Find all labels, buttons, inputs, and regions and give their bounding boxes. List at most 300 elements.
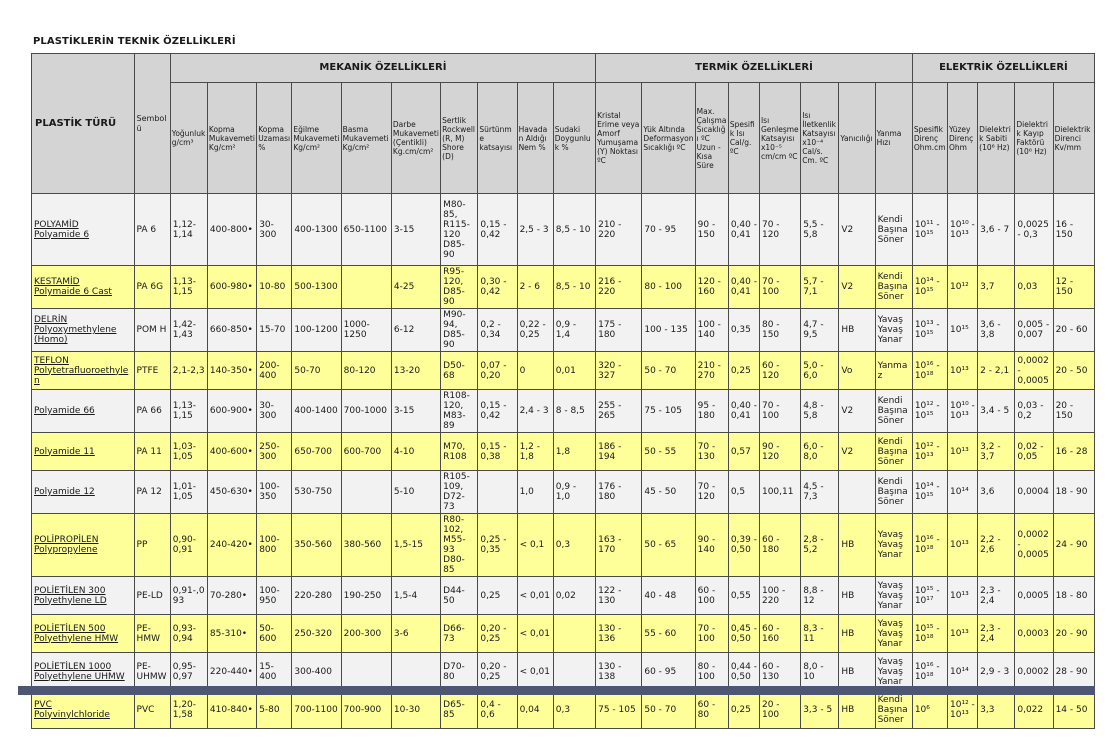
header-elongation: Kopma Uzaması % xyxy=(257,83,292,194)
cell-burning-rate: Yavaş Yavaş Yanar xyxy=(875,577,912,615)
cell-dissipation: 0,03 xyxy=(1015,266,1053,309)
table-row xyxy=(32,691,1095,729)
table-row xyxy=(32,653,1095,691)
cell-compressive: 1000-1250 xyxy=(341,309,391,352)
cell-thermal-conductivity: 6,0 - 8,0 xyxy=(801,433,839,471)
table-row xyxy=(32,309,1095,352)
cell-symbol: POM H xyxy=(134,309,170,352)
cell-flexural: 220-280 xyxy=(292,577,341,615)
cell-specific-heat: 0,35 xyxy=(728,309,759,352)
plastic-trade-name-link[interactable]: PVC xyxy=(34,699,52,710)
cell-surface-resistance: 10¹³ xyxy=(948,514,978,577)
cell-flammability: HB xyxy=(839,309,875,352)
cell-tensile: 600-980• xyxy=(207,266,256,309)
header-air-moisture: Havadan Aldığı Nem % xyxy=(517,83,553,194)
header-specific-heat: Spesifik Isı Cal/g. ºC xyxy=(728,83,759,194)
cell-elongation: 100-950 xyxy=(257,577,292,615)
plastic-name-link[interactable]: Polymaide 6 Cast xyxy=(34,287,112,297)
cell-resistivity: 10¹⁵ - 10¹⁸ xyxy=(912,615,947,653)
plastic-name-cell[interactable] xyxy=(32,194,135,266)
cell-friction: 0,07 - 0,20 xyxy=(478,352,517,390)
cell-density: 1,01-1,05 xyxy=(170,471,207,514)
cell-flexural: 650-700 xyxy=(292,433,341,471)
cell-friction: 0,2 - 0,34 xyxy=(478,309,517,352)
cell-tensile: 220-440• xyxy=(207,653,256,691)
cell-max-temp: 100 - 140 xyxy=(695,309,728,352)
cell-tensile: 70-280• xyxy=(207,577,256,615)
cell-compressive: 650-1100 xyxy=(341,194,391,266)
cell-thermal-expansion: 90 - 120 xyxy=(759,433,800,471)
header-dielectric-strength: Dielektrik Direnci Kv/mm xyxy=(1053,83,1094,194)
cell-density: 0,95-0,97 xyxy=(170,653,207,691)
cell-flexural: 500-1300 xyxy=(292,266,341,309)
cell-burning-rate: Kendi Başına Söner xyxy=(875,194,912,266)
cell-softening: 320 - 327 xyxy=(596,352,642,390)
table-row xyxy=(32,390,1095,433)
cell-specific-heat: 0,55 xyxy=(728,577,759,615)
plastic-name-link[interactable]: Polyamide 6 xyxy=(34,229,90,240)
cell-water-saturation: 8,5 - 10 xyxy=(553,266,595,309)
cell-elongation: 30-300 xyxy=(257,390,292,433)
cell-compressive: 700-900 xyxy=(341,691,391,729)
cell-water-saturation xyxy=(553,615,595,653)
cell-symbol: PA 11 xyxy=(134,433,170,471)
cell-burning-rate: Yavaş Yavaş Yanar xyxy=(875,653,912,691)
cell-density: 2,1-2,3 xyxy=(170,352,207,390)
cell-elongation: 15-400 xyxy=(257,653,292,691)
cell-max-temp: 90 - 140 xyxy=(695,514,728,577)
plastic-trade-name-link[interactable]: POLİPROPİLEN xyxy=(34,535,99,545)
plastic-name-link[interactable]: Polyamide 66 xyxy=(34,406,95,416)
table-row xyxy=(32,194,1095,266)
cell-max-temp: 60 - 100 xyxy=(695,577,728,615)
plastic-name-cell[interactable] xyxy=(32,309,135,352)
properties-table xyxy=(31,53,1095,729)
cell-hardness: R105-109, D72-73 xyxy=(441,471,478,514)
cell-softening: 255 - 265 xyxy=(596,390,642,433)
cell-max-temp: 60 - 80 xyxy=(695,691,728,729)
group-thermal: TERMİK ÖZELLİKLERİ xyxy=(596,54,913,83)
cell-impact: 6-12 xyxy=(391,309,440,352)
cell-specific-heat: 0,39 - 0,50 xyxy=(728,514,759,577)
cell-resistivity: 10¹⁴ - 10¹⁵ xyxy=(912,266,947,309)
plastic-trade-name-link[interactable]: POLİETİLEN 300 xyxy=(34,585,106,596)
cell-hdt: 70 - 95 xyxy=(642,194,695,266)
cell-dissipation: 0,0004 xyxy=(1015,471,1053,514)
cell-dielectric-strength: 20 - 50 xyxy=(1053,352,1094,390)
cell-tensile: 660-850• xyxy=(207,309,256,352)
cell-burning-rate: Yavaş Yavaş Yanar xyxy=(875,615,912,653)
cell-resistivity: 10¹² - 10¹⁵ xyxy=(912,390,947,433)
plastic-name-cell[interactable] xyxy=(32,266,135,309)
header-impact: Darbe Mukavemeti (Çentikli) Kg.cm/cm² xyxy=(391,83,440,194)
cell-impact: 3-15 xyxy=(391,194,440,266)
cell-surface-resistance: 10¹³ xyxy=(948,615,978,653)
cell-water-saturation: 8,5 - 10 xyxy=(553,194,595,266)
cell-max-temp: 90 - 150 xyxy=(695,194,728,266)
cell-specific-heat: 0,25 xyxy=(728,691,759,729)
cell-thermal-conductivity: 8,3 - 11 xyxy=(801,615,839,653)
plastic-trade-name-link[interactable]: POLYAMİD xyxy=(34,219,79,230)
table-row xyxy=(32,577,1095,615)
cell-hardness: M90-94, D85-90 xyxy=(441,309,478,352)
header-hardness: Sertlik Rockwell (R, M) Shore (D) xyxy=(441,83,478,194)
cell-air-moisture: 0 xyxy=(517,352,553,390)
cell-softening: 175 - 180 xyxy=(596,309,642,352)
cell-symbol: PP xyxy=(134,514,170,577)
cell-dielectric-strength: 14 - 50 xyxy=(1053,691,1094,729)
cell-density: 1,13-1,15 xyxy=(170,266,207,309)
cell-dielectric-strength: 20 - 90 xyxy=(1053,615,1094,653)
plastic-trade-name-link[interactable]: POLİETİLEN 500 xyxy=(34,623,106,634)
cell-resistivity: 10¹⁵ - 10¹⁷ xyxy=(912,577,947,615)
cell-burning-rate: Kendi Başına Söner xyxy=(875,390,912,433)
plastic-name-link[interactable]: Polyethylene HMW xyxy=(34,633,119,644)
cell-max-temp: 70 - 100 xyxy=(695,615,728,653)
cell-symbol: PVC xyxy=(134,691,170,729)
cell-symbol: PE-HMW xyxy=(134,615,170,653)
cell-flammability: Vo xyxy=(839,352,875,390)
cell-hardness: D65-85 xyxy=(441,691,478,729)
cell-thermal-expansion: 60 - 160 xyxy=(759,615,800,653)
cell-elongation: 250-300 xyxy=(257,433,292,471)
cell-hardness: D70-80 xyxy=(441,653,478,691)
header-compressive: Basma Mukavemeti Kg/cm² xyxy=(341,83,391,194)
cell-thermal-conductivity: 8,8 - 12 xyxy=(801,577,839,615)
plastic-name-cell[interactable] xyxy=(32,514,135,577)
cell-hdt: 75 - 105 xyxy=(642,390,695,433)
cell-water-saturation: 1,8 xyxy=(553,433,595,471)
cell-symbol: PA 6G xyxy=(134,266,170,309)
cell-flexural: 700-1100 xyxy=(292,691,341,729)
cell-friction: 0,15 - 0,38 xyxy=(478,433,517,471)
cell-thermal-conductivity: 8,0 - 10 xyxy=(801,653,839,691)
cell-max-temp: 80 - 100 xyxy=(695,653,728,691)
group-electrical: ELEKTRİK ÖZELLİKLERİ xyxy=(912,54,1094,83)
cell-flammability: V2 xyxy=(839,433,875,471)
cell-specific-heat: 0,44 - 0,50 xyxy=(728,653,759,691)
table-row xyxy=(32,433,1095,471)
cell-flammability: HB xyxy=(839,514,875,577)
header-surface-resistance: Yüzey Direnç Ohm xyxy=(948,83,978,194)
cell-dissipation: 0,03 - 0,2 xyxy=(1015,390,1053,433)
cell-thermal-expansion: 20 - 100 xyxy=(759,691,800,729)
cell-softening: 75 - 105 xyxy=(596,691,642,729)
cell-compressive: 380-560 xyxy=(341,514,391,577)
cell-hardness: D44-50 xyxy=(441,577,478,615)
cell-dielectric-constant: 3,7 xyxy=(978,266,1015,309)
cell-elongation: 30-300 xyxy=(257,194,292,266)
cell-surface-resistance: 10¹⁰ - 10¹³ xyxy=(948,390,978,433)
cell-dielectric-strength: 20 - 150 xyxy=(1053,390,1094,433)
cell-specific-heat: 0,5 xyxy=(728,471,759,514)
cell-dissipation: 0,02 - 0,05 xyxy=(1015,433,1053,471)
cell-compressive: 200-300 xyxy=(341,615,391,653)
cell-flammability: HB xyxy=(839,577,875,615)
cell-burning-rate: Kendi Başına Söner xyxy=(875,433,912,471)
plastic-trade-name-link[interactable]: DELRİN xyxy=(34,315,68,325)
cell-dielectric-strength: 18 - 90 xyxy=(1053,471,1094,514)
cell-flexural: 100-1200 xyxy=(292,309,341,352)
header-water-saturation: Sudaki Doygunluk % xyxy=(553,83,595,194)
cell-hdt: 100 - 135 xyxy=(642,309,695,352)
cell-air-moisture: < 0,01 xyxy=(517,615,553,653)
cell-dielectric-constant: 3,6 xyxy=(978,471,1015,514)
header-friction: Sürtünme katsayısı xyxy=(478,83,517,194)
cell-compressive: 700-1000 xyxy=(341,390,391,433)
cell-impact: 5-10 xyxy=(391,471,440,514)
cell-air-moisture: 2,4 - 3 xyxy=(517,390,553,433)
cell-dissipation: 0,0002 - 0,0005 xyxy=(1015,514,1053,577)
cell-hardness: M70, R108 xyxy=(441,433,478,471)
cell-elongation: 100-350 xyxy=(257,471,292,514)
page-title: PLASTİKLERİN TEKNİK ÖZELLİKLERİ xyxy=(33,36,236,47)
cell-surface-resistance: 10¹² xyxy=(948,266,978,309)
cell-symbol: PA 12 xyxy=(134,471,170,514)
cell-water-saturation: 8 - 8,5 xyxy=(553,390,595,433)
table-row xyxy=(32,471,1095,514)
plastic-trade-name-link[interactable]: POLİETİLEN 1000 xyxy=(34,661,112,672)
cell-air-moisture: < 0,01 xyxy=(517,653,553,691)
cell-hdt: 80 - 100 xyxy=(642,266,695,309)
cell-max-temp: 70 - 120 xyxy=(695,471,728,514)
cell-symbol: PA 6 xyxy=(134,194,170,266)
cell-thermal-expansion: 100,11 xyxy=(759,471,800,514)
cell-impact: 4-25 xyxy=(391,266,440,309)
cell-resistivity: 10¹⁶ - 10¹⁸ xyxy=(912,653,947,691)
header-symbol: Sembolü xyxy=(134,54,170,194)
cell-hardness: R95-120, D85-90 xyxy=(441,266,478,309)
cell-dielectric-constant: 3,6 - 3,8 xyxy=(978,309,1015,352)
cell-water-saturation: 0,01 xyxy=(553,352,595,390)
cell-resistivity: 10¹¹ - 10¹⁵ xyxy=(912,194,947,266)
cell-thermal-conductivity: 4,7 - 9,5 xyxy=(801,309,839,352)
header-flammability: Yanıcılığı xyxy=(839,83,875,194)
plastic-name-cell[interactable] xyxy=(32,433,135,471)
cell-max-temp: 210 - 270 xyxy=(695,352,728,390)
cell-flexural: 350-560 xyxy=(292,514,341,577)
cell-density: 0,90-0,91 xyxy=(170,514,207,577)
cell-friction: 0,30 - 0,42 xyxy=(478,266,517,309)
cell-dielectric-strength: 16 - 150 xyxy=(1053,194,1094,266)
header-resistivity: Spesifik Direnç Ohm.cm xyxy=(912,83,947,194)
cell-friction: 0,15 - 0,42 xyxy=(478,390,517,433)
header-softening: Kristal Erime veya Amorf Yumuşama (Y) Noktası ºC xyxy=(596,83,642,194)
cell-hardness: D50-68 xyxy=(441,352,478,390)
cell-elongation: 10-80 xyxy=(257,266,292,309)
cell-surface-resistance: 10¹³ xyxy=(948,352,978,390)
cell-dissipation: 0,0002 - 0,0005 xyxy=(1015,352,1053,390)
cell-dielectric-constant: 3,6 - 7 xyxy=(978,194,1015,266)
bottom-bar xyxy=(18,686,1095,695)
cell-friction: 0,20 - 0,25 xyxy=(478,615,517,653)
cell-dielectric-constant: 2,2 - 2,6 xyxy=(978,514,1015,577)
cell-density: 0,91-,093 xyxy=(170,577,207,615)
cell-symbol: PA 66 xyxy=(134,390,170,433)
cell-elongation: 15-70 xyxy=(257,309,292,352)
cell-flammability: HB xyxy=(839,691,875,729)
header-density: Yoğunluk g/cm³ xyxy=(170,83,207,194)
cell-dielectric-strength: 16 - 28 xyxy=(1053,433,1094,471)
cell-hdt: 50 - 70 xyxy=(642,691,695,729)
table-row xyxy=(32,615,1095,653)
plastic-name-cell[interactable] xyxy=(32,653,135,691)
cell-max-temp: 95 - 180 xyxy=(695,390,728,433)
cell-dielectric-strength: 12 - 150 xyxy=(1053,266,1094,309)
cell-air-moisture: 1,0 xyxy=(517,471,553,514)
cell-thermal-conductivity: 3,3 - 5 xyxy=(801,691,839,729)
plastic-name-link[interactable]: Polyvinylchloride xyxy=(34,709,110,720)
cell-tensile: 85-310• xyxy=(207,615,256,653)
plastic-name-link[interactable]: Polytetrafluoroethylen xyxy=(34,365,129,386)
cell-surface-resistance: 10¹⁵ xyxy=(948,309,978,352)
cell-thermal-expansion: 60 - 130 xyxy=(759,653,800,691)
plastic-name-cell[interactable] xyxy=(32,691,135,729)
header-burning-rate: Yanma Hızı xyxy=(875,83,912,194)
plastic-name-link[interactable]: Polypropylene xyxy=(34,545,98,555)
cell-impact: 4-10 xyxy=(391,433,440,471)
plastic-name-cell[interactable] xyxy=(32,615,135,653)
cell-softening: 130 - 138 xyxy=(596,653,642,691)
plastic-trade-name-link[interactable]: KESTAMİD xyxy=(34,277,80,287)
cell-air-moisture: 1,2 - 1,8 xyxy=(517,433,553,471)
plastic-name-link[interactable]: Polyoxymethylene (Homo) xyxy=(34,325,117,345)
plastic-name-link[interactable]: Polyethylene UHMW xyxy=(34,671,125,682)
cell-impact: 1,5-15 xyxy=(391,514,440,577)
cell-dissipation: 0,022 xyxy=(1015,691,1053,729)
plastic-name-link[interactable]: Polyethylene LD xyxy=(34,595,107,606)
cell-softening: 122 - 130 xyxy=(596,577,642,615)
cell-dielectric-constant: 3,4 - 5 xyxy=(978,390,1015,433)
cell-flexural: 250-320 xyxy=(292,615,341,653)
cell-flammability: V2 xyxy=(839,390,875,433)
left-margin xyxy=(18,53,31,686)
cell-thermal-expansion: 100 - 220 xyxy=(759,577,800,615)
header-thermal-conductivity: Isı İletkenlik Katsayısı x10⁻⁴ Cal/s. Cm. ºC xyxy=(801,83,839,194)
cell-friction: 0,25 - 0,35 xyxy=(478,514,517,577)
cell-tensile: 600-900• xyxy=(207,390,256,433)
cell-surface-resistance: 10¹⁰ - 10¹³ xyxy=(948,194,978,266)
cell-thermal-expansion: 60 - 180 xyxy=(759,514,800,577)
cell-dielectric-strength: 24 - 90 xyxy=(1053,514,1094,577)
cell-tensile: 410-840• xyxy=(207,691,256,729)
cell-specific-heat: 0,25 xyxy=(728,352,759,390)
plastic-name-cell[interactable] xyxy=(32,390,135,433)
cell-compressive xyxy=(341,266,391,309)
cell-dielectric-constant: 2 - 2,1 xyxy=(978,352,1015,390)
cell-dissipation: 0,0003 xyxy=(1015,615,1053,653)
cell-water-saturation: 0,3 xyxy=(553,691,595,729)
cell-softening: 130 - 136 xyxy=(596,615,642,653)
cell-burning-rate: Yanmaz xyxy=(875,352,912,390)
cell-air-moisture: 2,5 - 3 xyxy=(517,194,553,266)
cell-resistivity: 10¹³ - 10¹⁵ xyxy=(912,309,947,352)
cell-surface-resistance: 10¹⁴ xyxy=(948,471,978,514)
cell-resistivity: 10¹² - 10¹³ xyxy=(912,433,947,471)
cell-hardness: R108-120, M83-89 xyxy=(441,390,478,433)
cell-specific-heat: 0,40 - 0,41 xyxy=(728,194,759,266)
cell-thermal-expansion: 70 - 120 xyxy=(759,194,800,266)
cell-flexural: 300-400 xyxy=(292,653,341,691)
cell-hdt: 50 - 55 xyxy=(642,433,695,471)
cell-softening: 186 - 194 xyxy=(596,433,642,471)
cell-hdt: 45 - 50 xyxy=(642,471,695,514)
cell-surface-resistance: 10¹⁴ xyxy=(948,653,978,691)
cell-compressive: 600-700 xyxy=(341,433,391,471)
table-row xyxy=(32,514,1095,577)
cell-resistivity: 10⁶ xyxy=(912,691,947,729)
cell-dissipation: 0,0005 xyxy=(1015,577,1053,615)
cell-hdt: 55 - 60 xyxy=(642,615,695,653)
header-plastic-type: PLASTİK TÜRÜ xyxy=(32,54,135,194)
plastic-name-cell[interactable] xyxy=(32,577,135,615)
cell-thermal-conductivity: 5,5 - 5,8 xyxy=(801,194,839,266)
cell-hdt: 60 - 95 xyxy=(642,653,695,691)
cell-compressive xyxy=(341,471,391,514)
cell-impact: 3-6 xyxy=(391,615,440,653)
cell-elongation: 50-600 xyxy=(257,615,292,653)
cell-impact xyxy=(391,653,440,691)
cell-resistivity: 10¹⁶ - 10¹⁸ xyxy=(912,352,947,390)
cell-thermal-conductivity: 5,0 - 6,0 xyxy=(801,352,839,390)
cell-friction: 0,4 - 0,6 xyxy=(478,691,517,729)
cell-softening: 210 - 220 xyxy=(596,194,642,266)
plastic-name-cell[interactable] xyxy=(32,352,135,390)
cell-water-saturation: 0,3 xyxy=(553,514,595,577)
cell-thermal-conductivity: 5,7 - 7,1 xyxy=(801,266,839,309)
cell-tensile: 400-800• xyxy=(207,194,256,266)
cell-softening: 176 - 180 xyxy=(596,471,642,514)
cell-tensile: 450-630• xyxy=(207,471,256,514)
cell-flexural: 50-70 xyxy=(292,352,341,390)
plastic-trade-name-link[interactable]: TEFLON xyxy=(34,355,69,366)
cell-flammability xyxy=(839,471,875,514)
cell-dielectric-constant: 3,2 - 3,7 xyxy=(978,433,1015,471)
cell-friction: 0,25 xyxy=(478,577,517,615)
cell-air-moisture: < 0,1 xyxy=(517,514,553,577)
cell-dielectric-constant: 2,9 - 3 xyxy=(978,653,1015,691)
cell-flammability: HB xyxy=(839,615,875,653)
cell-hdt: 40 - 48 xyxy=(642,577,695,615)
cell-surface-resistance: 10¹³ xyxy=(948,577,978,615)
cell-water-saturation: 0,02 xyxy=(553,577,595,615)
cell-compressive xyxy=(341,653,391,691)
cell-hardness: R80-102, M55-93 D80-85 xyxy=(441,514,478,577)
plastic-name-link[interactable]: Polyamide 11 xyxy=(34,446,95,457)
cell-thermal-expansion: 80 - 150 xyxy=(759,309,800,352)
cell-density: 1,13-1,15 xyxy=(170,390,207,433)
cell-friction: 0,15 - 0,42 xyxy=(478,194,517,266)
group-mechanical: MEKANİK ÖZELLİKLERİ xyxy=(170,54,595,83)
cell-resistivity: 10¹⁴ - 10¹⁵ xyxy=(912,471,947,514)
cell-dielectric-strength: 28 - 90 xyxy=(1053,653,1094,691)
cell-specific-heat: 0,40 - 0,41 xyxy=(728,390,759,433)
cell-dielectric-constant: 2,3 - 2,4 xyxy=(978,577,1015,615)
header-hdt: Yük Altında Deformasyon Sıcaklığı ºC xyxy=(642,83,695,194)
cell-thermal-expansion: 70 - 100 xyxy=(759,266,800,309)
plastic-name-cell[interactable] xyxy=(32,471,135,514)
cell-hdt: 50 - 70 xyxy=(642,352,695,390)
cell-friction: 0,20 - 0,25 xyxy=(478,653,517,691)
cell-dielectric-strength: 20 - 60 xyxy=(1053,309,1094,352)
cell-thermal-conductivity: 4,8 - 5,8 xyxy=(801,390,839,433)
header-thermal-expansion: Isı Genleşme Katsayısı x10⁻⁵ cm/cm ºC xyxy=(759,83,800,194)
plastic-name-link[interactable]: Polyamide 12 xyxy=(34,487,95,497)
cell-softening: 216 - 220 xyxy=(596,266,642,309)
cell-thermal-expansion: 60 - 120 xyxy=(759,352,800,390)
cell-dissipation: 0,0002 xyxy=(1015,653,1053,691)
cell-softening: 163 - 170 xyxy=(596,514,642,577)
